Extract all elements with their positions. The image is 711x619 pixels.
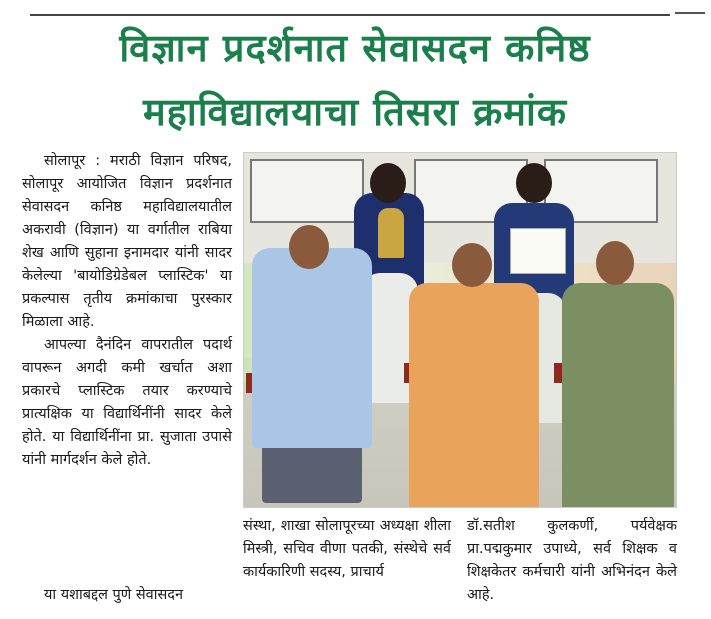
photo-student-2-head xyxy=(516,163,552,203)
news-photo xyxy=(243,152,677,508)
photo-teacher-woman-2-head xyxy=(596,241,634,285)
photo-teacher-woman-2 xyxy=(562,283,674,508)
corner-rule xyxy=(675,0,705,14)
photo-teacher-man-head xyxy=(289,225,329,269)
photo-teacher-man xyxy=(252,248,372,448)
article-column-1 xyxy=(22,150,232,472)
photo-trophy xyxy=(378,208,404,258)
photo-window xyxy=(250,159,364,223)
article-column-1-tail xyxy=(22,584,232,607)
article-column-2 xyxy=(243,515,451,584)
article-paragraph-2: आपल्या दैनंदिन वापरातील पदार्थ वापरून अगदी कमी खर्चात अशा प्रकारचे प्लास्टिक तयार करण्याचे प्रात्यक्षिक या विद्यार्थिनींनी सादर केले होते. या विद्यार्थिनींना प्रा. सुजाता उपासे यांनी मार्गदर्शन केले होते. xyxy=(22,337,232,468)
article-column-3 xyxy=(467,515,677,607)
photo-teacher-woman-1 xyxy=(409,283,539,508)
article-column-2-text: संस्था, शाखा सोलापूरच्या अध्यक्षा शीला मिस्त्री, सचिव वीणा पतकी, संस्थेचे सर्व कार्यकारिणी सदस्य, प्राचार्य xyxy=(243,518,451,580)
photo-teacher-woman-1-head xyxy=(452,243,492,287)
article-column-3-text: डॉ.सतीश कुलकर्णी, पर्यवेक्षक प्रा.पद्मकुमार उपाध्ये, सर्व शिक्षक व शिक्षकेतर कर्मचारी यांनी अभिनंदन केले आहे. xyxy=(467,518,677,603)
photo-student-1-head xyxy=(370,163,406,203)
photo-certificate xyxy=(510,228,566,274)
headline-line-2: महाविद्यालयाचा तिसरा क्रमांक xyxy=(142,90,568,134)
article-paragraph-3: या यशाबद्दल पुणे सेवासदन xyxy=(44,587,184,603)
headline-line-1: विज्ञान प्रदर्शनात सेवासदन कनिष्ठ xyxy=(119,26,591,70)
article-paragraph-1: सोलापूर : मराठी विज्ञान परिषद, सोलापूर आयोजित विज्ञान प्रदर्शनात सेवासदन कनिष्ठ महाविद्यालयातील अकरावी (विज्ञान) या वर्गातील राबिया शेख आणि सुहाना इनामदार यांनी सादर केलेल्या 'बायोडिग्रेडेबल प्लास्टिक' या प्रकल्पास तृतीय क्रमांकाचा पुरस्कार मिळाला आहे. xyxy=(22,153,232,330)
top-rule xyxy=(30,14,670,16)
